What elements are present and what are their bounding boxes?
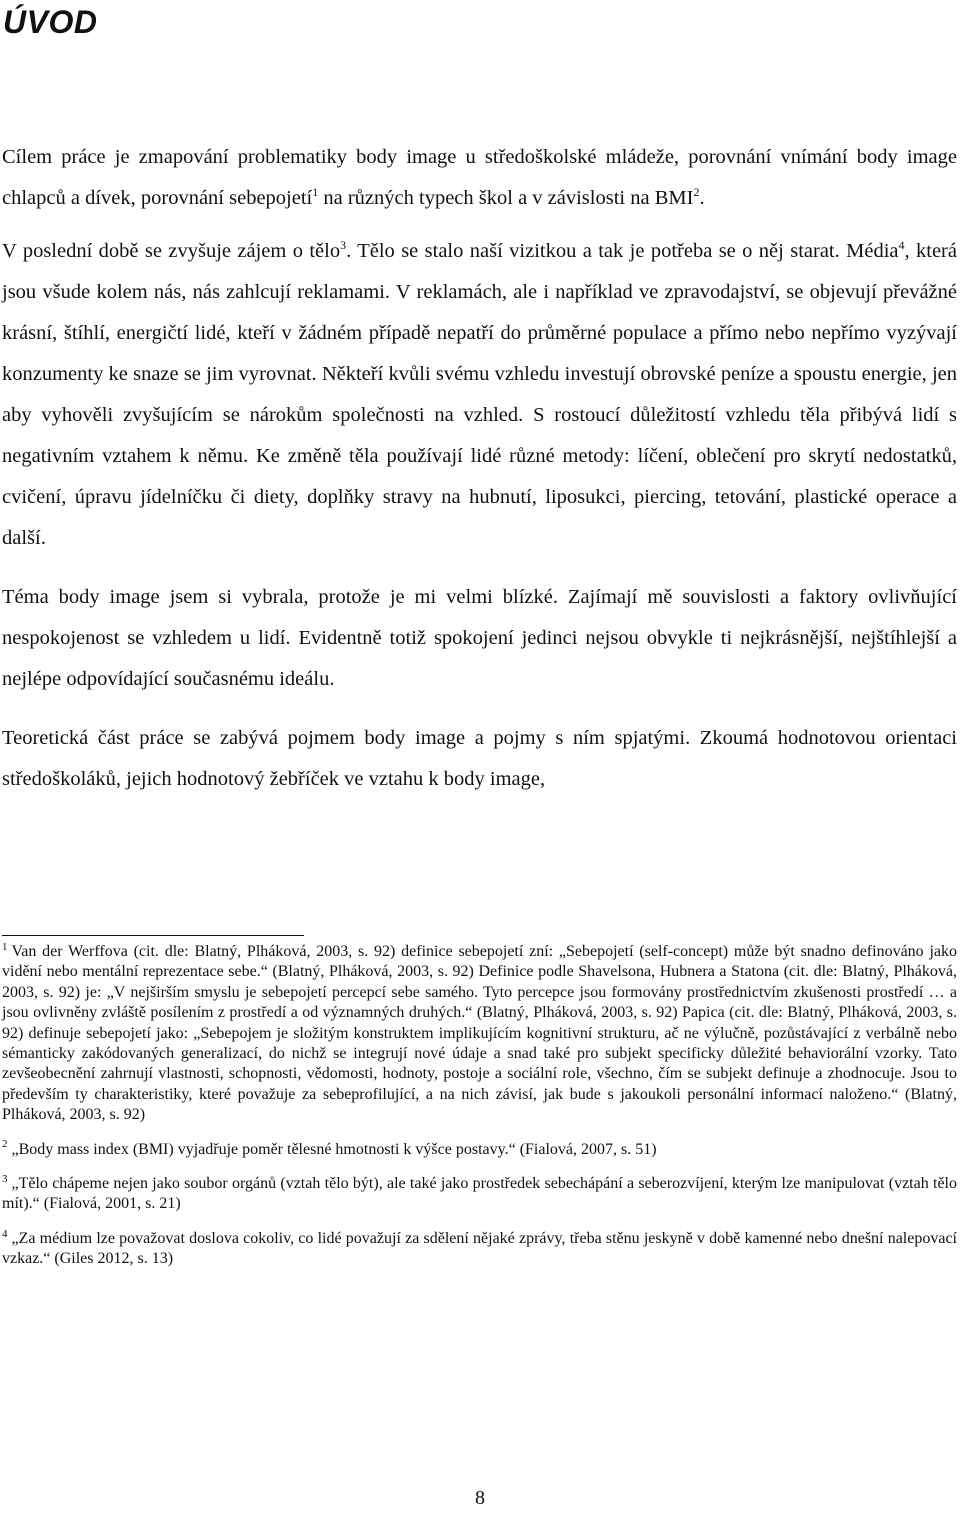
footnote-ref-4[interactable]: 4 (898, 238, 905, 253)
paragraph-theory: Teoretická část práce se zabývá pojmem body image a pojmy s ním spjatými. Zkoumá hodnotovou orientaci středoškoláků, jejich hodnotový žebříček ve vztahu k body image, (2, 727, 957, 790)
paragraph-intro-text-3: . (699, 187, 705, 209)
footnote-4-number: 4 (2, 1227, 8, 1240)
paragraph-body-interest (2, 231, 957, 559)
section-heading: ÚVOD (3, 4, 98, 40)
footnote-3-number: 3 (2, 1172, 8, 1185)
footnote-3-text: „Tělo chápeme nejen jako soubor orgánů (vztah tělo být), ale také jako prostředek sebechápání a seberozvíjení, kterým lze manipulovat (vztah tělo mít).“ (Fialová, 2001, s. 21) (2, 1175, 957, 1213)
paragraph-intro (2, 137, 957, 219)
footnote-2-text: „Body mass index (BMI) vyjadřuje poměr tělesné hmotnosti k výšce postavy.“ (Fialová, 2007, s. 51) (11, 1140, 657, 1158)
footnote-2 (2, 1140, 957, 1160)
page-number: 8 (475, 1487, 485, 1509)
footnote-4-text: „Za médium lze považovat doslova cokoliv, co lidé považují za sdělení nějaké zprávy, třeba stěnu jeskyně v době kamenné nebo dnešní nalepovací vzkaz.“ (Giles 2012, s. 13) (2, 1229, 957, 1268)
paragraph-intro-text-2: na různých typech škol a v závislosti na BMI (318, 187, 694, 209)
footnote-1 (2, 942, 957, 1126)
footnote-2-number: 2 (2, 1138, 8, 1151)
footnote-ref-1[interactable]: 1 (312, 185, 319, 200)
footnote-ref-2[interactable]: 2 (693, 185, 700, 200)
footnote-ref-3[interactable]: 3 (340, 238, 347, 253)
footnotes (2, 942, 957, 1270)
main-text (2, 137, 957, 800)
paragraph-body-interest-text-3: , která jsou všude kolem nás, nás zahlcují reklamami. V reklamách, ale i například ve zpravodajství, se objevují převážné krásní, štíhlí, energičtí lidé, kteří v žádném případě nepatří do průměrné populace a přímo nebo nepřímo vyzývají konzumenty ke snaze se jim vyrovnat. Někteří kvůli svému vzhledu investují obrovské peníze a spoustu energie, jen aby vyhověli zvyšujícím se nárokům společnosti na vzhled. S rostoucí důležitostí vzhledu těla přibývá lidí s negativním vztahem k němu. Ke změně těla používají lidé různé metody: líčení, oblečení pro skrytí nedostatků, cvičení, úpravu jídelníčku či diety, doplňky stravy na hubnutí, liposukci, piercing, tetování, plastické operace a další. (2, 240, 957, 549)
paragraph-body-interest-text-2: . Tělo se stalo naší vizitkou a tak je potřeba se o něj starat. Média (346, 240, 899, 262)
paragraph-topic-choice: Téma body image jsem si vybrala, protože je mi velmi blízké. Zajímají mě souvislosti a faktory ovlivňující nespokojenost se vzhledem u lidí. Evidentně totiž spokojení jedinci nejsou obvykle ti nejkrásnější, nejštíhlejší a nejlépe odpovídající současnému ideálu. (2, 586, 957, 690)
footnote-3 (2, 1174, 957, 1215)
footnote-separator (2, 935, 304, 936)
paragraph-intro-text-1: Cílem práce je zmapování problematiky body image u středoškolské mládeže, porovnání vnímání body image chlapců a dívek, porovnání sebepojetí (2, 146, 957, 209)
footnote-1-number: 1 (2, 940, 8, 953)
footnote-4 (2, 1229, 957, 1270)
paragraph-body-interest-text-1: V poslední době se zvyšuje zájem o tělo (2, 240, 341, 262)
footnote-1-text: Van der Werffova (cit. dle: Blatný, Plháková, 2003, s. 92) definice sebepojetí zní: „Sebepojetí (self-concept) může být snadno definováno jako vidění nebo mentální reprezentace sebe.“ (Blatný, Plháková, 2003, s. 92) Definice podle Shavelsona, Hubnera a Statona (cit. dle: Blatný, Plháková, 2003, s. 92) je: „V nejširším smyslu je sebepojetí percepcí sebe samého. Tyto percepce jsou formovány prostřednictvím zkušenosti prostředí … a jsou ovlivněny zvláště posílením z prostředí a od významných druhých.“ (Blatný, Plháková, 2003, s. 92) Papica (cit. dle: Blatný, Plháková, 2003, s. 92) definuje sebepojetí jako: „Sebepojem je složitým konstruktem implikujícím kognitivní strukturu, ač ne výlučně, pozůstávající z verbálně nebo sémanticky zakódovaných generalizací, do nichž se integrují nové údaje a snad také pro subjekt specificky důležité behaviorální vzorky. Tato zevšeobecnění zahrnují vlastnosti, schopnosti, vědomosti, hodnoty, postoje a sociální role, všechno, čím se subjekt definuje a zhodnocuje. Jsou to především ty charakteristiky, které považuje za sebeprofilující, a na nich závisí, jak bude s jakoukoli personální informací naloženo.“ (Blatný, Plháková, 2003, s. 92) (2, 943, 957, 1124)
